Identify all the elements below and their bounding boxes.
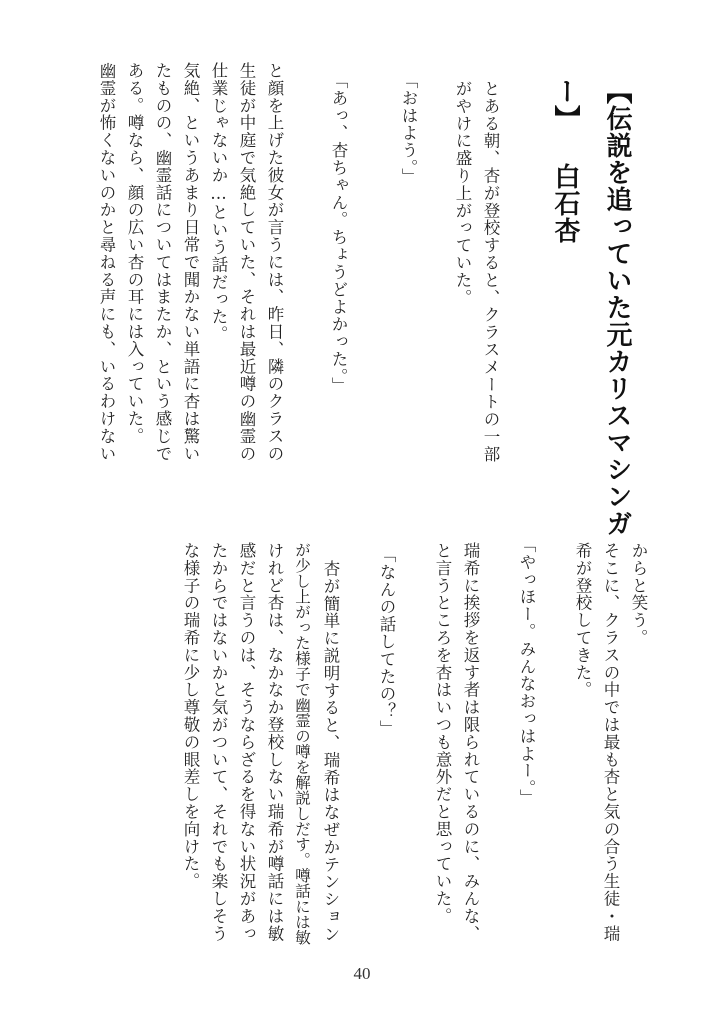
upper-line-4: 「あっ、杏ちゃん。ちょうどよかった。」	[329, 72, 348, 395]
upper-line-5: と顔を上げた彼女が言うには、昨日、隣のクラスの	[265, 62, 284, 463]
page-number: 40	[353, 964, 371, 983]
upper-line-11: 幽霊が怖くないのかと尋ねる声にも、いるわけない	[97, 62, 116, 463]
lower-line-12: たからではないかと気がついて、それでも楽しそう	[209, 542, 228, 943]
lower-line-9: が少し上がった様子で幽霊の噂を解説しだす。噂話には敏	[293, 542, 311, 945]
upper-line-8: 気絶、というあまり日常で聞かない単語に杏は驚い	[181, 62, 200, 463]
lower-line-10: けれど杏は、なかなか登校しない瑞希が噂話には敏	[265, 542, 284, 943]
lower-line-4: 「やっほー。みんなおっはよー。」	[517, 536, 536, 807]
upper-line-7: 仕業じゃないか…という話だった。	[209, 62, 228, 343]
lower-line-1: からと笑う。	[629, 542, 648, 647]
lower-line-8: 杏が簡単に説明すると、瑞希はなぜかテンション	[321, 560, 340, 943]
upper-line-9: たものの、幽霊話についてはまたか、という感じで	[153, 62, 172, 463]
upper-line-3: 「おはよう。」	[399, 72, 418, 186]
lower-line-2: そこに、クラスの中では最も杏と気の合う生徒・瑞	[601, 542, 620, 943]
upper-line-6: 生徒が中庭で気絶していた、それは最近噂の幽霊の	[237, 62, 256, 463]
lower-line-5: 瑞希に挨拶を返す者は限られているのに、みんな、	[461, 542, 480, 943]
chapter-title-line-1: 【伝説を追っていた元カリスマシンガ	[602, 78, 632, 537]
chapter-title-line-2: ー】 白石杏	[550, 78, 580, 244]
upper-line-1: とある朝、杏が登校すると、クラスメートの一部	[481, 80, 500, 463]
upper-line-2: がやけに盛り上がっていた。	[453, 80, 472, 307]
upper-line-10: ある。噂なら、顔の広い杏の耳には入っていた。	[125, 62, 144, 445]
lower-line-3: 希が登校してきた。	[573, 542, 592, 699]
lower-line-11: 感だと言うのは、そうならざるを得ない状況があっ	[237, 542, 256, 943]
lower-line-13: な様子の瑞希に少し尊敬の眼差しを向けた。	[181, 542, 200, 890]
lower-line-6: と言うところを杏はいつも意外だと思っていた。	[433, 542, 452, 925]
lower-line-7: 「なんの話してたの？」	[377, 546, 396, 738]
